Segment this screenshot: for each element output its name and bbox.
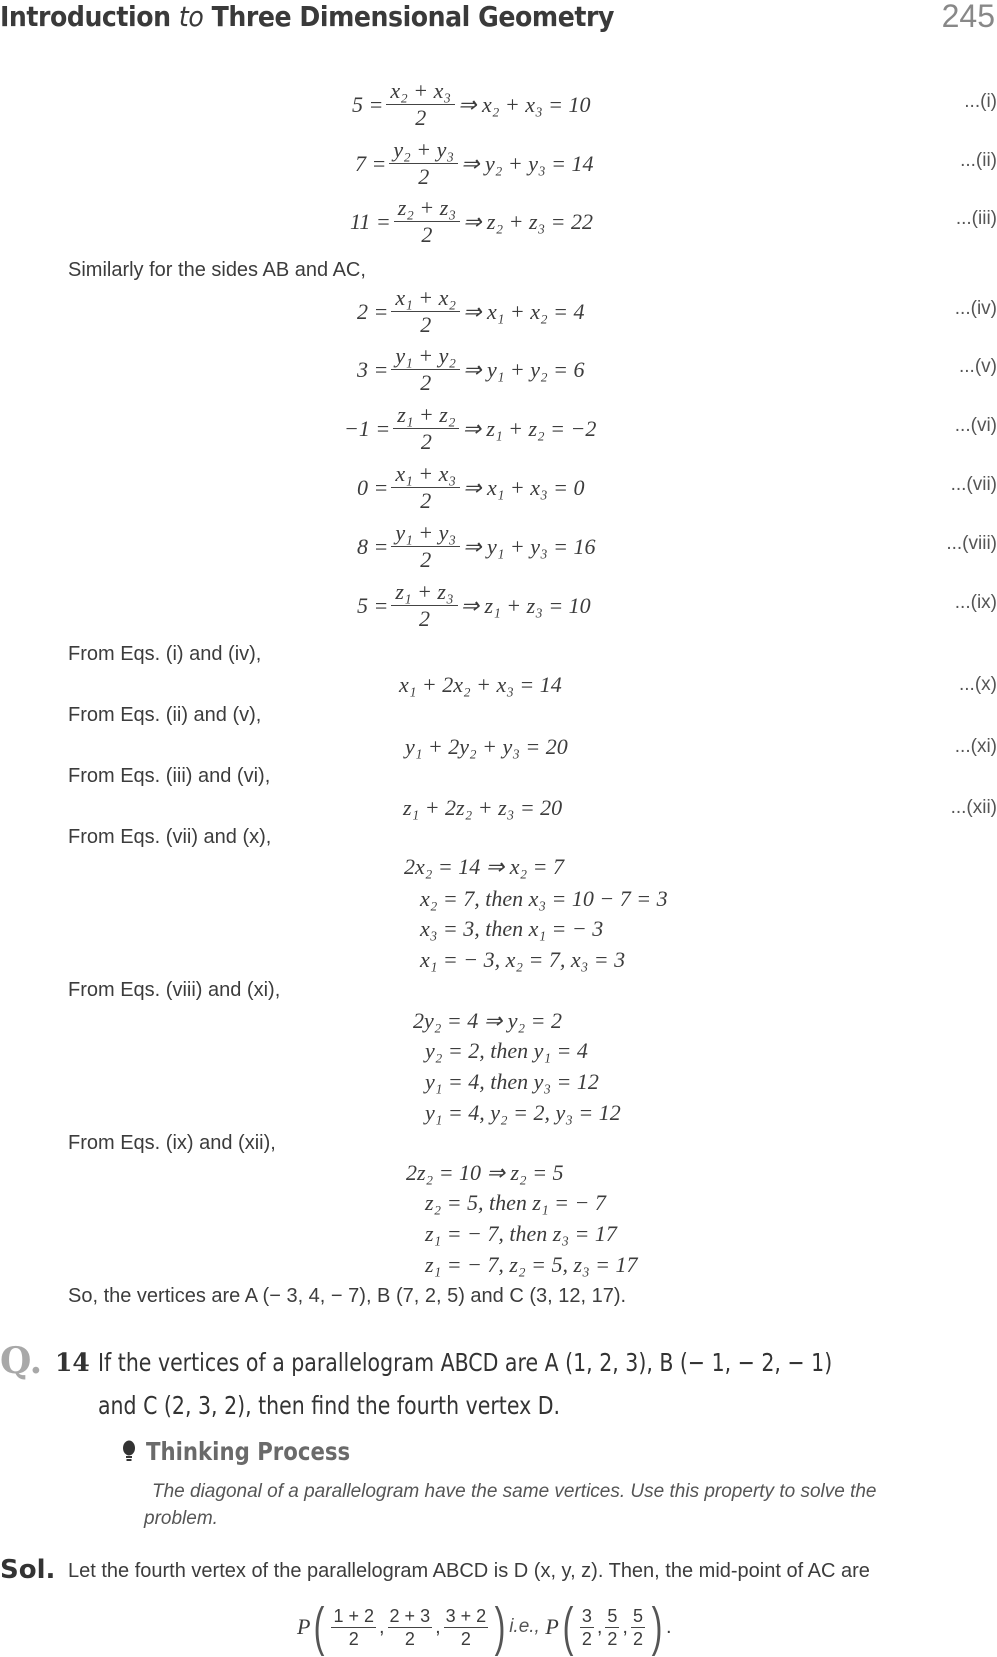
math-part: 2 [415, 105, 427, 130]
math-part: z₁ + z₃ [391, 579, 457, 606]
math-part: z₂ + z₃ [394, 195, 460, 222]
math-part [391, 461, 460, 514]
thinking-process-text: problem. [144, 1508, 218, 1529]
math-part: 2 [421, 222, 433, 247]
fraction [388, 1605, 433, 1650]
fraction [605, 1605, 619, 1650]
text-line: From Eqs. (ii) and (v), [68, 704, 262, 726]
math-part: 2 [420, 547, 432, 572]
equation-row: y₁ = 4, then y₃ = 12 [425, 1069, 599, 1094]
thinking-process-title: Thinking Process [146, 1437, 351, 1466]
math-part [391, 285, 460, 338]
fraction [444, 1605, 489, 1650]
page-header-title [0, 0, 614, 33]
solution-text: Let the fourth vertex of the parallelogram ABCD is D (x, y, z). Then, the mid-point of AC are [68, 1560, 870, 1582]
math-part [389, 137, 458, 190]
equation-row: 2z₂ = 10 ⇒ z₂ = 5 [406, 1160, 564, 1185]
math-part: 2 [420, 429, 432, 454]
title-part: Three Dimensional Geometry [211, 0, 614, 33]
math-part: z₁ + z₂ [393, 402, 459, 429]
equation-label: ...(xii) [950, 797, 997, 818]
equation-row [344, 402, 596, 455]
math-part: i.e., [509, 1616, 540, 1637]
equation-label: ...(iv) [954, 298, 997, 319]
solution-label: Sol. [0, 1555, 56, 1585]
midpoint-expression: P ( $\frac{1 + 2}{2}$ , $\frac{2 + 3}{2}$ , $\frac{3 + 2}{2}$ ) i.e., P ( $\frac{3}{2}$ , $\frac{5}{2}$ , $\frac{5}{2}$ ) . [297, 1597, 672, 1657]
equation-label: ...(i) [964, 91, 997, 112]
equation-row [350, 195, 593, 248]
math-part: 2 [420, 370, 432, 395]
math-part [391, 343, 460, 396]
math-part: 2 [607, 1628, 618, 1649]
math-part: 2 [460, 1628, 471, 1649]
equation-row: x₂ = 7, then x₃ = 10 − 7 = 3 [420, 886, 668, 911]
question-text-line: and C (2, 3, 2), then find the fourth vertex D. [98, 1391, 561, 1420]
math-part: ⇒ z₂ + z₃ = 22 [462, 208, 594, 234]
math-part: ) [651, 1597, 663, 1657]
math-part: y₂ + y₃ [389, 137, 458, 164]
equation-row [355, 137, 593, 190]
equation-row [357, 461, 584, 514]
fraction [580, 1605, 594, 1650]
math-part: y₁ + y₂ [391, 343, 460, 370]
math-part: x₁ + x₂ [391, 285, 460, 312]
equation-row: z₁ = − 7, z₂ = 5, z₃ = 17 [425, 1252, 638, 1277]
equation-row: z₁ = − 7, then z₃ = 17 [425, 1221, 617, 1246]
text-line: From Eqs. (i) and (iv), [68, 643, 262, 665]
math-part: 1 + 2 [333, 1605, 374, 1626]
equation-row: z₂ = 5, then z₁ = − 7 [425, 1190, 606, 1215]
title-part: Introduction [0, 0, 171, 33]
math-part [394, 195, 460, 248]
equation-label: ...(ii) [960, 150, 997, 171]
equation-label: ...(xi) [954, 736, 997, 757]
thinking-process-text: The diagonal of a parallelogram have the same vertices. Use this property to solve the [152, 1481, 877, 1502]
math-part: 2 + 3 [389, 1605, 431, 1626]
math-part: ) [494, 1597, 506, 1657]
equation-row [357, 579, 591, 632]
math-part: 5 = [352, 91, 384, 117]
fraction [631, 1605, 645, 1650]
math-part: y₁ + y₃ [391, 520, 460, 547]
text-line: From Eqs. (ix) and (xii), [68, 1132, 276, 1154]
conclusion-text: So, the vertices are A (− 3, 4, − 7), B (7, 2, 5) and C (3, 12, 17). [68, 1285, 627, 1307]
page-number: 245 [941, 0, 995, 34]
math-part: ( [562, 1597, 574, 1657]
equation-label: ...(ix) [954, 592, 997, 613]
equation-label: ...(x) [959, 674, 997, 695]
math-part: 7 = [355, 150, 387, 176]
title-part: to [178, 0, 204, 33]
math-part: −1 = [344, 415, 391, 441]
equation-row [357, 285, 584, 338]
question-text-line: If the vertices of a parallelogram ABCD are A (1, 2, 3), B (− 1, − 2, − 1) [98, 1348, 833, 1377]
math-part: 3 [581, 1605, 592, 1626]
math-part: 2 [632, 1628, 643, 1649]
math-part: 3 = [357, 356, 389, 382]
math-part: . [665, 1616, 672, 1638]
math-part [386, 78, 455, 131]
math-part: 3 + 2 [445, 1605, 487, 1626]
equation-row [352, 78, 590, 131]
math-part [391, 520, 460, 573]
equation-label: ...(vi) [954, 415, 997, 436]
math-part: ⇒ x₁ + x₂ = 4 [463, 298, 585, 324]
equation-row: x₃ = 3, then x₁ = − 3 [420, 916, 604, 941]
math-part: 8 = [357, 533, 389, 559]
math-part: 2 [348, 1628, 359, 1649]
text-line: From Eqs. (vii) and (x), [68, 826, 272, 848]
math-part: x₁ + x₃ [391, 461, 460, 488]
math-part: 2 [420, 312, 432, 337]
math-part: 2 [418, 606, 430, 631]
equation-row: 2x₂ = 14 ⇒ x₂ = 7 [404, 854, 564, 879]
math-part: ⇒ y₁ + y₃ = 16 [463, 533, 596, 559]
equation-label: ...(v) [959, 356, 997, 377]
math-part: 2 = [357, 298, 389, 324]
equation-row: x₁ = − 3, x₂ = 7, x₃ = 3 [420, 947, 626, 972]
math-part: ⇒ y₁ + y₂ = 6 [463, 356, 585, 382]
math-part: 5 [632, 1605, 643, 1626]
equation-row [357, 343, 584, 396]
math-part: 2 [418, 164, 430, 189]
equation-row: z₁ + 2z₂ + z₃ = 20 [403, 795, 563, 820]
math-part [391, 579, 457, 632]
math-part [393, 402, 459, 455]
equation-row: 2y₂ = 4 ⇒ y₂ = 2 [413, 1008, 562, 1033]
math-part: ⇒ x₁ + x₃ = 0 [463, 474, 585, 500]
question-number: 14 [55, 1348, 90, 1377]
question-mark-label: Q. [0, 1340, 43, 1382]
math-part: P [545, 1614, 559, 1639]
math-part: 2 [404, 1628, 415, 1649]
math-part: ⇒ z₁ + z₃ = 10 [460, 592, 591, 618]
text-line: Similarly for the sides AB and AC, [68, 259, 366, 281]
equation-row: x₁ + 2x₂ + x₃ = 14 [399, 672, 562, 697]
math-part: 11 = [350, 208, 391, 234]
equation-row [357, 520, 595, 573]
math-part: ⇒ y₂ + y₃ = 14 [461, 150, 594, 176]
math-part: ( [314, 1597, 325, 1657]
math-part: 2 [420, 488, 432, 513]
math-part: P [297, 1614, 311, 1639]
equation-row: y₂ = 2, then y₁ = 4 [425, 1038, 588, 1063]
equation-label: ...(viii) [946, 533, 997, 554]
math-part: 2 [581, 1628, 592, 1649]
math-part: 5 [607, 1605, 618, 1626]
math-part: 5 = [357, 592, 389, 618]
math-part: ⇒ x₂ + x₃ = 10 [458, 91, 591, 117]
text-line: From Eqs. (viii) and (xi), [68, 979, 281, 1001]
text-line: From Eqs. (iii) and (vi), [68, 765, 271, 787]
math-part: ⇒ z₁ + z₂ = −2 [462, 415, 597, 441]
fraction [331, 1605, 376, 1650]
equation-row: y₁ + 2y₂ + y₃ = 20 [405, 734, 568, 759]
lightbulb-icon [122, 1440, 136, 1469]
equation-row: y₁ = 4, y₂ = 2, y₃ = 12 [425, 1100, 621, 1125]
equation-label: ...(iii) [955, 208, 997, 229]
math-part: x₂ + x₃ [386, 78, 455, 105]
math-part: 0 = [357, 474, 389, 500]
equation-label: ...(vii) [950, 474, 997, 495]
